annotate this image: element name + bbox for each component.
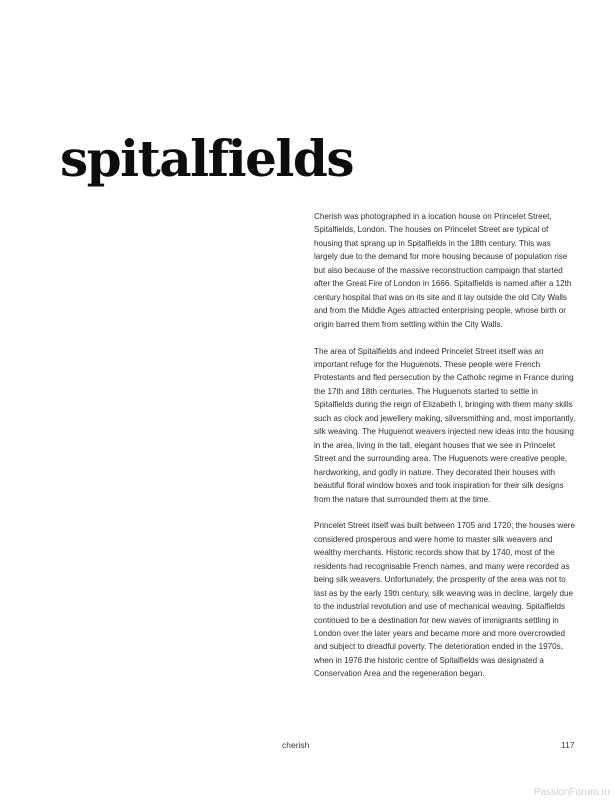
article-paragraph-1: Cherish was photographed in a location house on Princelet Street, Spitalfields, London. The houses on Princelet Street are typical of housing that sprang up in Spitalfields in the 18th century. This was largely due to the demand for more housing because of population rise but also because of the massive reconstruction campaign that started after the Great Fire of London in 1666. Spitalfields is named after a 12th century hospital that was on its site and it lay outside the old City Walls and from the Middle Ages attracted enterprising people, whose birth or origin barred them from settling within the City Walls. <box>314 212 572 329</box>
watermark-text: PassionForum.ru <box>533 787 610 798</box>
article-paragraph-3: Princelet Street itself was built between 1705 and 1720; the houses were considered prosperous and were home to master silk weavers and wealthy merchants. Historic records show that by 1740, most of the residents had recognisable French names, and many were recorded as being silk weavers. Unfortunately, the prosperity of the area was not to last as by the early 19th century, silk weaving was in decline, largely due to the industrial revolution and use of mechanical weaving. Spitalfields continued to be a destination for new waves of immigrants settling in London over the later years and became more and more overcrowded and subject to dreadful poverty. The deterioration ended in the 1970s, when in 1976 the historic centre of Spitalfields was designated a Conservation Area and the regeneration began. <box>314 521 575 679</box>
footer-page-number: 117 <box>561 740 575 750</box>
page-title: spitalfields <box>60 129 354 188</box>
article-paragraph-2: The area of Spitalfields and indeed Princelet Street itself was an important refuge for the Huguenots. These people were French Protestants and fled persecution by the Catholic regime in France during the 17th and 18th centuries. The Huguenots started to settle in Spitalfields during the reign of Elizabeth I, bringing with them many skills such as clock and jewellery making, silversmithing and, most importantly, silk weaving. The Huguenot weavers injected new ideas into the housing in the area, living in the tall, elegant houses that we see in Princelet Street and the surrounding area. The Huguenots were creative people, hardworking, and godly in nature. They decorated their houses with beautiful floral window boxes and took inspiration for their silk designs from the nature that surrounded them at the time. <box>314 346 576 504</box>
footer-magazine-name: cherish <box>282 740 310 750</box>
article-body <box>314 210 576 694</box>
